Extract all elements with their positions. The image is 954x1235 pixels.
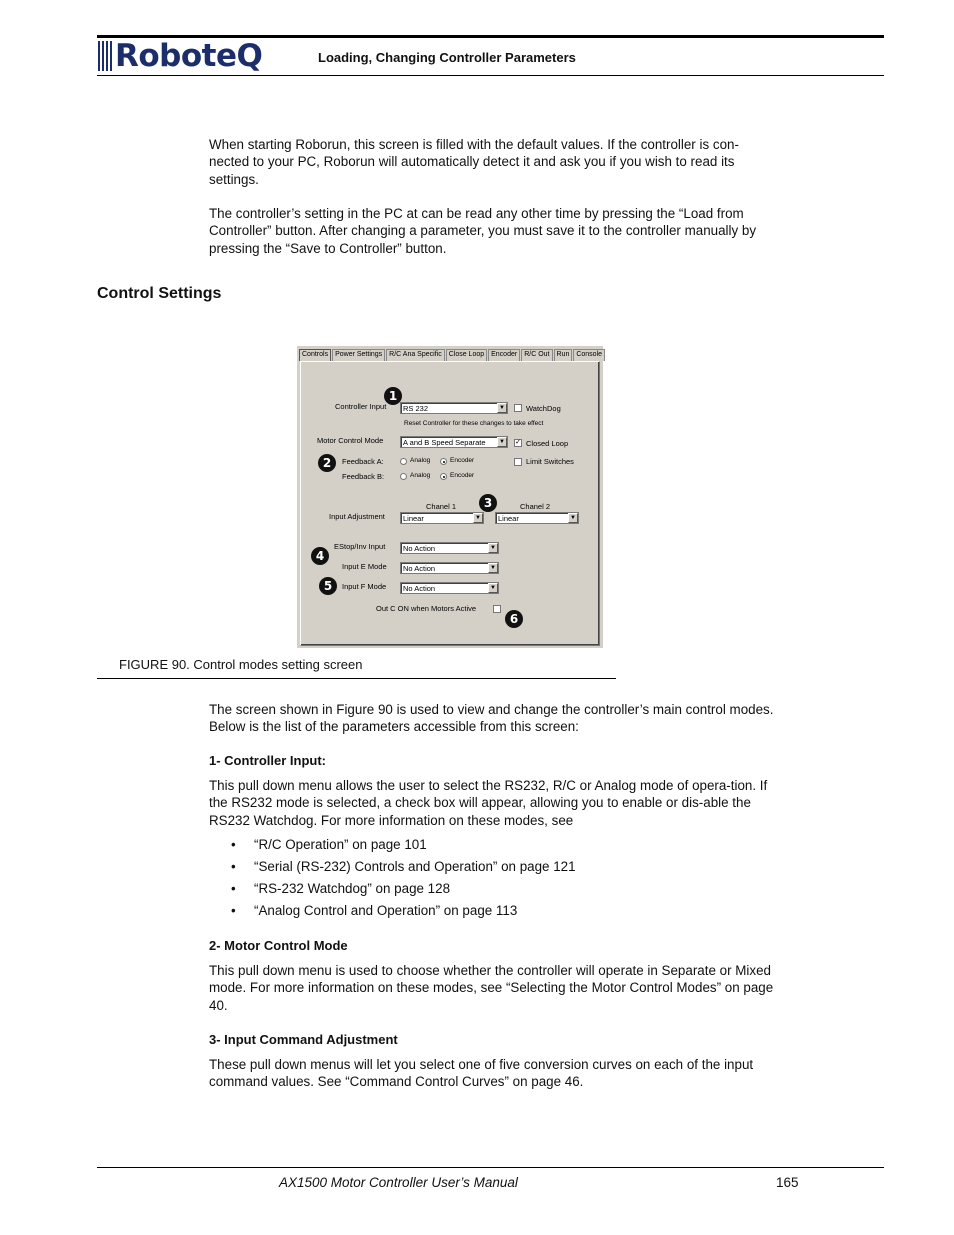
tab-rc-out[interactable]: R/C Out <box>521 349 552 361</box>
chanel1-label: Chanel 1 <box>426 502 457 511</box>
logo-text: RoboteQ <box>115 38 263 74</box>
input-e-value: No Action <box>403 564 436 573</box>
list-item <box>232 903 517 918</box>
tab-console[interactable]: Console <box>573 349 605 361</box>
callout-badge-1: 1 <box>384 387 402 405</box>
feedback-b-analog-radio[interactable] <box>400 473 407 480</box>
chevron-down-icon[interactable]: ▼ <box>488 563 498 573</box>
motor-control-mode-heading: 2- Motor Control Mode <box>209 938 348 953</box>
chevron-down-icon[interactable]: ▼ <box>488 583 498 593</box>
feedback-a-encoder-radio[interactable] <box>440 458 447 465</box>
body-paragraph-4: These pull down menus will let you select one of five conversion curves on each of the input command values. See “Command Control Curves” on page 46. <box>209 1057 754 1090</box>
body-paragraph-1: The screen shown in Figure 90 is used to view and change the controller’s main control modes. Below is the list of the parameters accessible from this screen: <box>209 702 774 735</box>
callout-badge-4: 4 <box>311 547 329 565</box>
bullet-link[interactable]: “Serial (RS-232) Controls and Operation” on page 121 <box>254 859 576 874</box>
controller-input-value: RS 232 <box>403 404 429 413</box>
controller-input-heading: 1- Controller Input: <box>209 753 326 768</box>
tab-power-settings[interactable]: Power Settings <box>332 349 385 361</box>
section-title: Loading, Changing Controller Parameters <box>318 50 576 65</box>
limit-switches-label: Limit Switches <box>526 457 574 466</box>
outc-checkbox[interactable] <box>493 605 501 613</box>
callout-badge-2: 2 <box>318 454 336 472</box>
control-settings-heading: Control Settings <box>97 285 222 302</box>
watchdog-checkbox[interactable] <box>514 404 522 412</box>
bullet-link[interactable]: “R/C Operation” on page 101 <box>254 837 427 852</box>
tab-encoder[interactable]: Encoder <box>488 349 520 361</box>
feedback-b-encoder-radio[interactable] <box>440 473 447 480</box>
motor-mode-label: Motor Control Mode <box>317 436 384 445</box>
motor-mode-select[interactable] <box>400 436 508 448</box>
input-f-label: Input F Mode <box>342 582 387 591</box>
controller-input-label: Controller Input <box>335 402 387 411</box>
watchdog-label: WatchDog <box>526 404 561 413</box>
estop-value: No Action <box>403 544 436 553</box>
footer-rule <box>97 1167 884 1168</box>
feedback-a-label: Feedback A: <box>342 457 384 466</box>
chevron-down-icon[interactable]: ▼ <box>473 513 483 523</box>
tab-strip <box>299 349 606 361</box>
limit-switches-checkbox[interactable] <box>514 458 522 466</box>
callout-badge-5: 5 <box>319 577 337 595</box>
list-item <box>232 859 576 874</box>
figure-caption: FIGURE 90. Control modes setting screen <box>119 657 363 672</box>
closed-loop-checkbox[interactable] <box>514 439 522 447</box>
tab-controls[interactable]: Controls <box>299 349 331 361</box>
chanel1-select[interactable] <box>400 512 484 524</box>
reset-note: Reset Controller for these changes to take effect <box>404 420 544 427</box>
check-icon: ✓ <box>515 439 521 446</box>
feedback-b-label: Feedback B: <box>342 472 385 481</box>
input-adjustment-label: Input Adjustment <box>329 512 385 521</box>
list-item <box>232 881 450 896</box>
input-e-select[interactable] <box>400 562 499 574</box>
chanel2-select[interactable] <box>495 512 579 524</box>
closed-loop-label: Closed Loop <box>526 439 569 448</box>
feedback-b-analog-label: Analog <box>410 472 431 479</box>
body-paragraph-3: This pull down menu is used to choose whether the controller will operate in Separate or Mixed mode. For more information on these modes, see “Selecting the Motor Control Modes” on page 40. <box>209 963 774 1013</box>
control-settings-dialog <box>297 346 603 648</box>
bullet-link[interactable]: “Analog Control and Operation” on page 113 <box>254 903 518 918</box>
chevron-down-icon[interactable]: ▼ <box>488 543 498 553</box>
body-paragraph-2: This pull down menu allows the user to select the RS232, R/C or Analog mode of opera-tion. If the RS232 mode is selected, a check box will appear, allowing you to enable or dis-able the RS232 Watchdog. For more information on these modes, see <box>209 778 768 828</box>
callout-badge-6: 6 <box>505 610 523 628</box>
estop-select[interactable] <box>400 542 499 554</box>
tab-rc-ana-specific[interactable]: R/C Ana Specific <box>386 349 445 361</box>
input-f-value: No Action <box>403 584 436 593</box>
chevron-down-icon[interactable]: ▼ <box>497 403 507 413</box>
chanel2-label: Chanel 2 <box>520 502 551 511</box>
chevron-down-icon[interactable]: ▼ <box>497 437 507 447</box>
intro-paragraph-2: The controller’s setting in the PC at can be read any other time by pressing the “Load from Controller” button. After changing a parameter, you must save it to the controller manually by pressing the “Save to Controller” button. <box>209 206 757 256</box>
feedback-a-encoder-label: Encoder <box>450 457 475 464</box>
bullet-link[interactable]: “RS-232 Watchdog” on page 128 <box>254 881 451 896</box>
chanel2-value: Linear <box>498 514 519 523</box>
page-number: 165 <box>776 1175 799 1190</box>
logo-bars-icon <box>98 41 112 71</box>
header-bottom-rule <box>97 75 884 76</box>
controller-input-select[interactable] <box>400 402 508 414</box>
roboteq-logo <box>98 38 262 74</box>
chevron-down-icon[interactable]: ▼ <box>568 513 578 523</box>
caption-rule <box>97 678 616 679</box>
chanel1-value: Linear <box>403 514 424 523</box>
feedback-a-analog-radio[interactable] <box>400 458 407 465</box>
feedback-b-encoder-label: Encoder <box>450 472 475 479</box>
input-command-adjustment-heading: 3- Input Command Adjustment <box>209 1032 398 1047</box>
input-f-select[interactable] <box>400 582 499 594</box>
list-item <box>232 837 427 852</box>
input-e-label: Input E Mode <box>342 562 387 571</box>
callout-badge-3: 3 <box>479 494 497 512</box>
tab-close-loop[interactable]: Close Loop <box>446 349 487 361</box>
footer-manual-title: AX1500 Motor Controller User’s Manual <box>279 1175 518 1190</box>
intro-paragraph-1: When starting Roborun, this screen is filled with the default values. If the controller is con-nected to your PC, Roborun will automatically detect it and ask you if you wish to read its settings. <box>209 137 739 187</box>
outc-label: Out C ON when Motors Active <box>376 604 477 613</box>
estop-label: EStop/Inv Input <box>334 542 386 551</box>
tab-run[interactable]: Run <box>554 349 573 361</box>
motor-mode-value: A and B Speed Separate <box>403 438 486 447</box>
feedback-a-analog-label: Analog <box>410 457 431 464</box>
